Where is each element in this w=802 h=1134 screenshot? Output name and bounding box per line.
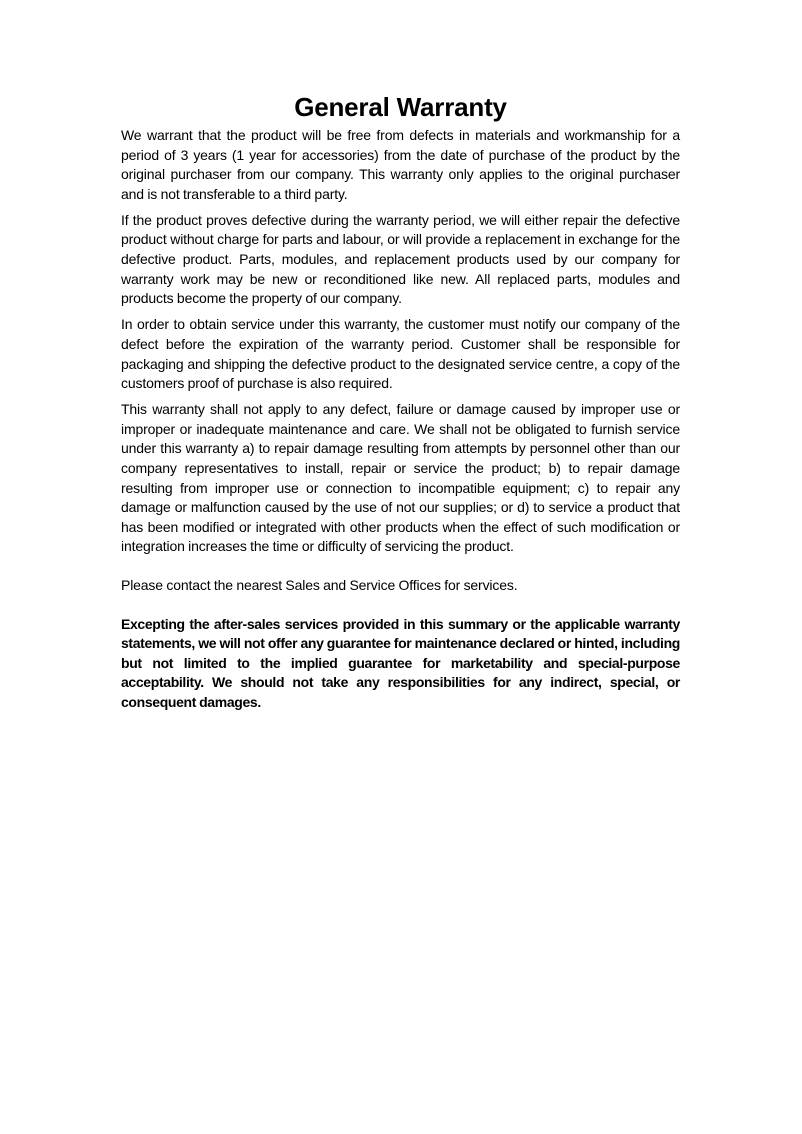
- paragraph-obtaining-service: In order to obtain service under this warranty, the customer must notify our company of the defect before the expiration of the warranty period. Customer shall be responsible for packaging and shipping the defective product to the designated service centre, a copy of the customers proof of purchase is also required.: [121, 316, 680, 392]
- paragraph-warranty-period: We warrant that the product will be free from defects in materials and workmanship for a period of 3 years (1 year for accessories) from the date of purchase of the product by the original purchaser from our company. This warranty only applies to the original purchaser and is not transferable to a third party.: [121, 127, 680, 202]
- paragraph-contact: Please contact the nearest Sales and Service Offices for services.: [121, 576, 518, 593]
- document-page: [121, 90, 680, 719]
- paragraph-repair-replacement: If the product proves defective during the warranty period, we will either repair the defective product without charge for parts and labour, or will provide a replacement in exchange for the defective product. Parts, modules, and replacement products used by our company for warranty work may be new or reconditioned like new. All replaced parts, modules and products become the property of our company.: [121, 211, 680, 307]
- paragraph-disclaimer: Excepting the after-sales services provided in this summary or the applicable warranty statements, we will not offer any guarantee for maintenance declared or hinted, including but not limited to the implied guarantee for marketability and special-purpose acceptability. We should not take any responsibilities for any indirect, special, or consequent damages.: [121, 615, 680, 710]
- document-title: General Warranty: [294, 92, 507, 122]
- paragraph-exclusions: This warranty shall not apply to any defect, failure or damage caused by improper use or improper or inadequate maintenance and care. We shall not be obligated to furnish service under this warranty a) to repair damage resulting from attempts by personnel other than our company representatives to install, repair or service the product; b) to repair damage resulting from improper use or connection to incompatible equipment; c) to repair any damage or malfunction caused by the use of not our supplies; or d) to service a product that has been modified or integrated with other products when the effect of such modification or integration increases the time or difficulty of servicing the product.: [121, 401, 680, 555]
